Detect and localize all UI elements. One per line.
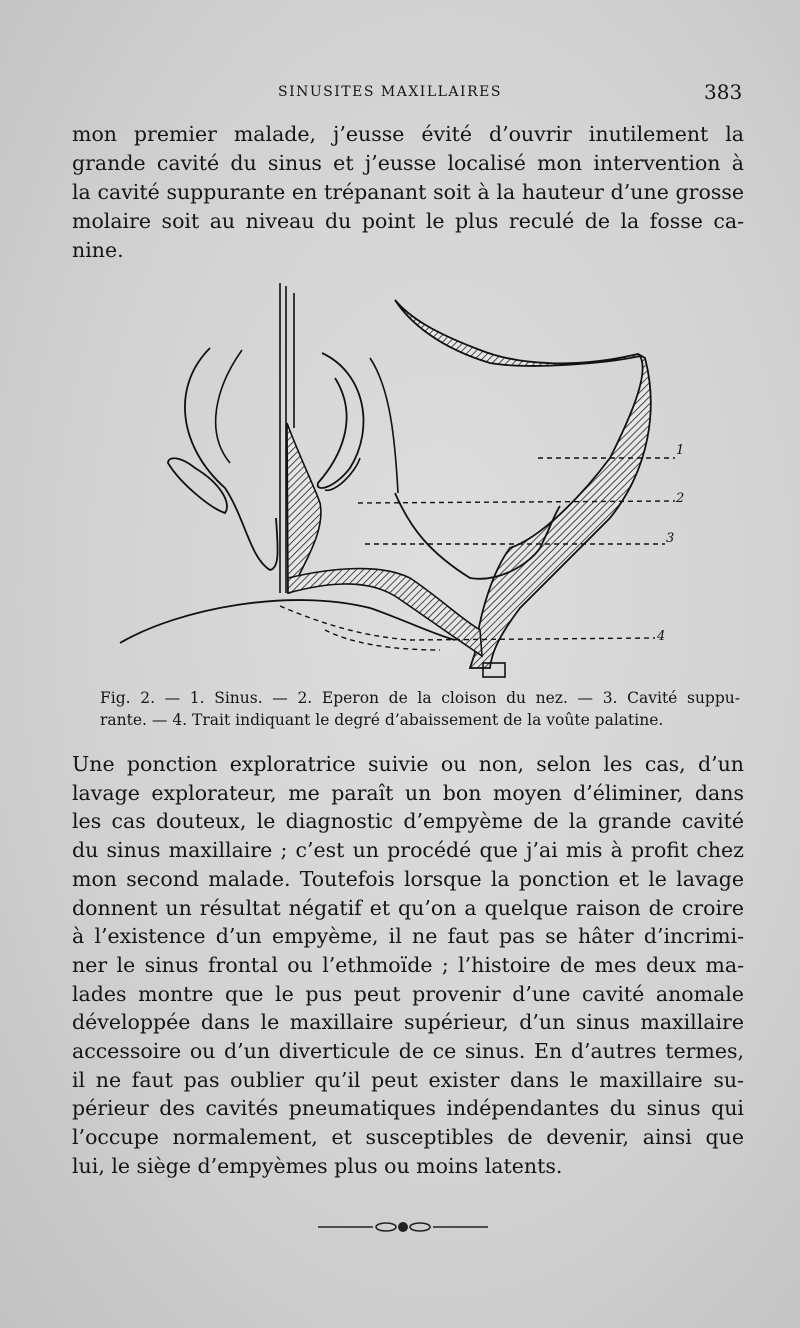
label-1: 1 [676, 443, 685, 458]
text-line: lavage explorateur, me paraît un bon moyen d’éliminer, dans [72, 780, 744, 805]
text-line: développée dans le maxillaire supérieur, d’un sinus maxillaire [72, 1010, 744, 1035]
text-line: la cavité suppurante en trépanant soit à la hauteur d’une grosse [72, 180, 744, 204]
figure-caption [100, 687, 740, 731]
anatomical-figure [110, 278, 710, 678]
text-line: l’occupe normalement, et susceptibles de devenir, ainsi que [72, 1125, 744, 1150]
text-line: nine. [72, 238, 124, 262]
left-turbinate [185, 348, 278, 570]
text-line: du sinus maxillaire ; c’est un procédé que j’ai mis à profit chez [72, 838, 744, 863]
label-4: 4 [657, 629, 666, 644]
page-number: 383 [704, 80, 743, 104]
sinus-diagram [110, 278, 710, 678]
text-line: mon second malade. Toutefois lorsque la ponction et le lavage [72, 866, 744, 891]
text-line: donnent un résultat négatif et qu’on a quelque raison de croire [72, 895, 744, 920]
closing-ornament [318, 1218, 488, 1236]
label-2: 2 [676, 491, 685, 506]
text-line: ner le sinus frontal ou l’ethmoïde ; l’histoire de mes deux ma- [72, 952, 744, 977]
jaw-curve [120, 600, 455, 643]
caption-line: Fig. 2. — 1. Sinus. — 2. Eperon de la cloison du nez. — 3. Cavité suppu- [100, 689, 740, 707]
text-line: molaire soit au niveau du point le plus reculé de la fosse ca- [72, 209, 744, 233]
text-line: lades montre que le pus peut provenir d’une cavité anomale [72, 981, 744, 1006]
text-line: accessoire ou d’un diverticule de ce sinus. En d’autres termes, [72, 1039, 744, 1064]
text-line: Une ponction exploratrice suivie ou non, selon les cas, d’un [72, 752, 744, 776]
text-line: lui, le siège d’empyèmes plus ou moins latents. [72, 1153, 563, 1178]
caption-line: rante. — 4. Trait indiquant le degré d’abaissement de la voûte palatine. [100, 711, 664, 729]
text-line: à l’existence d’un empyème, il ne faut pas se hâter d’incrimi- [72, 924, 744, 949]
palate-floor [288, 569, 482, 656]
paragraph-main [72, 750, 744, 1181]
text-line: mon premier malade, j’eusse évité d’ouvrir inutilement la [72, 122, 744, 146]
text-line: il ne faut pas oublier qu’il peut exister dans le maxillaire su- [72, 1067, 744, 1092]
text-line: les cas douteux, le diagnostic d’empyème de la grande cavité [72, 809, 744, 834]
right-turbinate [318, 353, 364, 488]
running-title: SINUSITES MAXILLAIRES [278, 84, 502, 100]
text-line: périeur des cavités pneumatiques indépendantes du sinus qui [72, 1096, 744, 1121]
septal-spur [287, 423, 321, 593]
label-3: 3 [666, 531, 675, 546]
paragraph-opening [72, 120, 744, 265]
text-line: grande cavité du sinus et j’eusse localisé mon intervention à [72, 151, 744, 175]
